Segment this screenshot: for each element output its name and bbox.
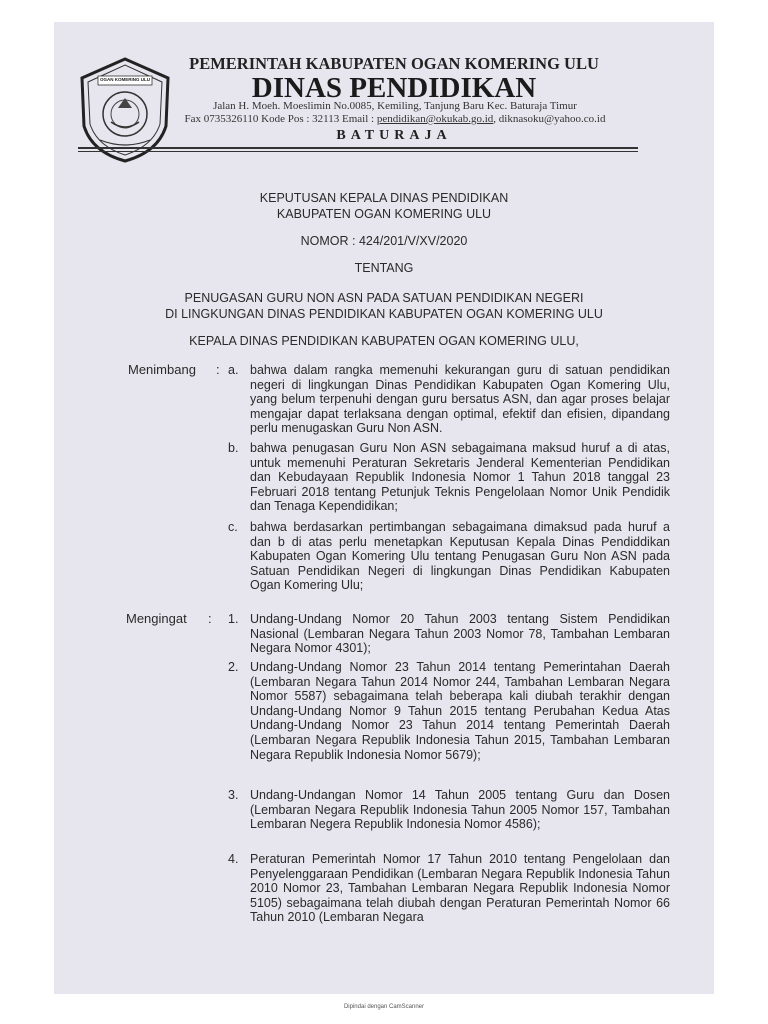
item-text: bahwa berdasarkan pertimbangan sebagaimana dimaksud pada huruf a dan b di atas perlu menetapkan Keputusan Kepala Dinas Pendiddikan Kabupaten Ogan Komering Ulu tentang Penugasan Guru Non ASN pada Satuan Pendidikan Negeri di lingkungan Dinas Pendidikan Kabupaten Ogan Komering Ulu; [250, 520, 670, 593]
decree-subject-line1: PENUGASAN GURU NON ASN PADA SATUAN PENDIDIKAN NEGERI [184, 291, 584, 305]
contact-line [160, 113, 630, 126]
mengingat-label: Mengingat [126, 611, 187, 626]
decree-title-line1: KEPUTUSAN KEPALA DINAS PENDIDIKAN [259, 191, 509, 205]
item-text: bahwa penugasan Guru Non ASN sebagaimana maksud huruf a di atas, untuk memenuhi Peraturan Sekretaris Jenderal Kementerian Pendidikan dan Kebudayaan Republik Indonesia Nomor 1 Tahun 2018 tanggal 23 Februari 2018 tentang Petunjuk Teknis Pengelolaan Nomor Unik Pendidik dan Tenaga Kependidikan; [250, 441, 670, 514]
item-text: Peraturan Pemerintah Nomor 17 Tahun 2010 tentang Pengelolaan dan Penyelenggaraan Pendidikan (Lembaran Negara Republik Indonesia Tahun 2010 Nomor 23, Tambahan Lembaran Negara Republik Indonesia Nomor 5105) sebagaimana telah diubah dengan Peraturan Pemerintah Nomor 66 Tahun 2010 (Lembaran Negara [250, 852, 670, 925]
official-title: KEPALA DINAS PENDIDIKAN KABUPATEN OGAN KOMERING ULU, [189, 334, 579, 348]
letterhead-rule-thick [78, 147, 638, 149]
contact-suffix: , diknasoku@yahoo.co.id [493, 113, 606, 125]
item-marker: 1. [228, 612, 239, 626]
item-text: Undang-Undangan Nomor 14 Tahun 2005 tentang Guru dan Dosen (Lembaran Negara Republik Indonesia Tahun 2005 Nomor 157, Tambahan Lembaran Negera Republik Indonesia Nomor 4586); [250, 788, 670, 832]
decree-title-line2: KABUPATEN OGAN KOMERING ULU [276, 207, 492, 221]
about-heading: TENTANG [354, 261, 414, 275]
address-line: Jalan H. Moeh. Moeslimin No.0085, Kemiling, Tanjung Baru Kec. Baturaja Timur [213, 100, 577, 112]
decree-title [54, 190, 714, 222]
letterhead-address [160, 100, 630, 126]
government-name: PEMERINTAH KABUPATEN OGAN KOMERING ULU [189, 54, 599, 73]
agency-name: DINAS PENDIDIKAN [251, 72, 537, 104]
menimbang-colon: : [216, 362, 220, 377]
item-marker: c. [228, 520, 238, 534]
emblem-text: OGAN KOMERING ULU [100, 77, 150, 82]
decree-subject [54, 290, 714, 322]
item-text: bahwa dalam rangka memenuhi kekurangan guru di satuan pendidikan negeri di lingkungan Dinas Pendidikan Kabupaten Ogan Komering Ulu, yang belum terpenuhi dengan guru bersatus ASN, dan agar proses belajar mengajar dapat terlaksana dengan optimal, efektif dan efisien, dipandang perlu menugaskan Guru Non ASN. [250, 363, 670, 436]
city-name: BATURAJA [336, 128, 452, 143]
item-marker: 4. [228, 852, 239, 866]
item-marker: b. [228, 441, 239, 455]
item-text: Undang-Undang Nomor 20 Tahun 2003 tentang Sistem Pendidikan Nasional (Lembaran Negara Tahun 2003 Nomor 78, Tambahan Lembaran Negara Nomor 4301); [250, 612, 670, 656]
contact-prefix: Fax 0735326110 Kode Pos : 32113 Email : [184, 113, 377, 125]
decree-subject-line2: DI LINGKUNGAN DINAS PENDIDIKAN KABUPATEN OGAN KOMERING ULU [165, 307, 603, 321]
email-link[interactable]: pendidikan@okukab.go.id [376, 113, 494, 125]
menimbang-label: Menimbang [128, 362, 196, 377]
item-marker: a. [228, 363, 239, 377]
scanner-watermark: Dipindai dengan CamScanner [343, 1004, 425, 1010]
item-marker: 3. [228, 788, 239, 802]
item-marker: 2. [228, 660, 239, 674]
item-text: Undang-Undang Nomor 23 Tahun 2014 tentang Pemerintahan Daerah (Lembaran Negara Tahun 2014 Nomor 244, Tambahan Lembaran Negara Nomor 5587) sebagaimana telah beberapa kali diubah terakhir dengan Undang-Undang Nomor 9 Tahun 2015 tentang Perubahan Kedua Atas Undang-Undang Nomor 23 Tahun 2014 tentang Pemerintah Daerah (Lembaran Negara Republik Indonesia Tahun 2015, Tambahan Lembaran Negara Republik Indonesia Nomor 5679); [250, 660, 670, 762]
mengingat-colon: : [208, 611, 212, 626]
decree-number: NOMOR : 424/201/V/XV/2020 [300, 234, 468, 248]
letterhead-rule-thin [78, 151, 638, 152]
